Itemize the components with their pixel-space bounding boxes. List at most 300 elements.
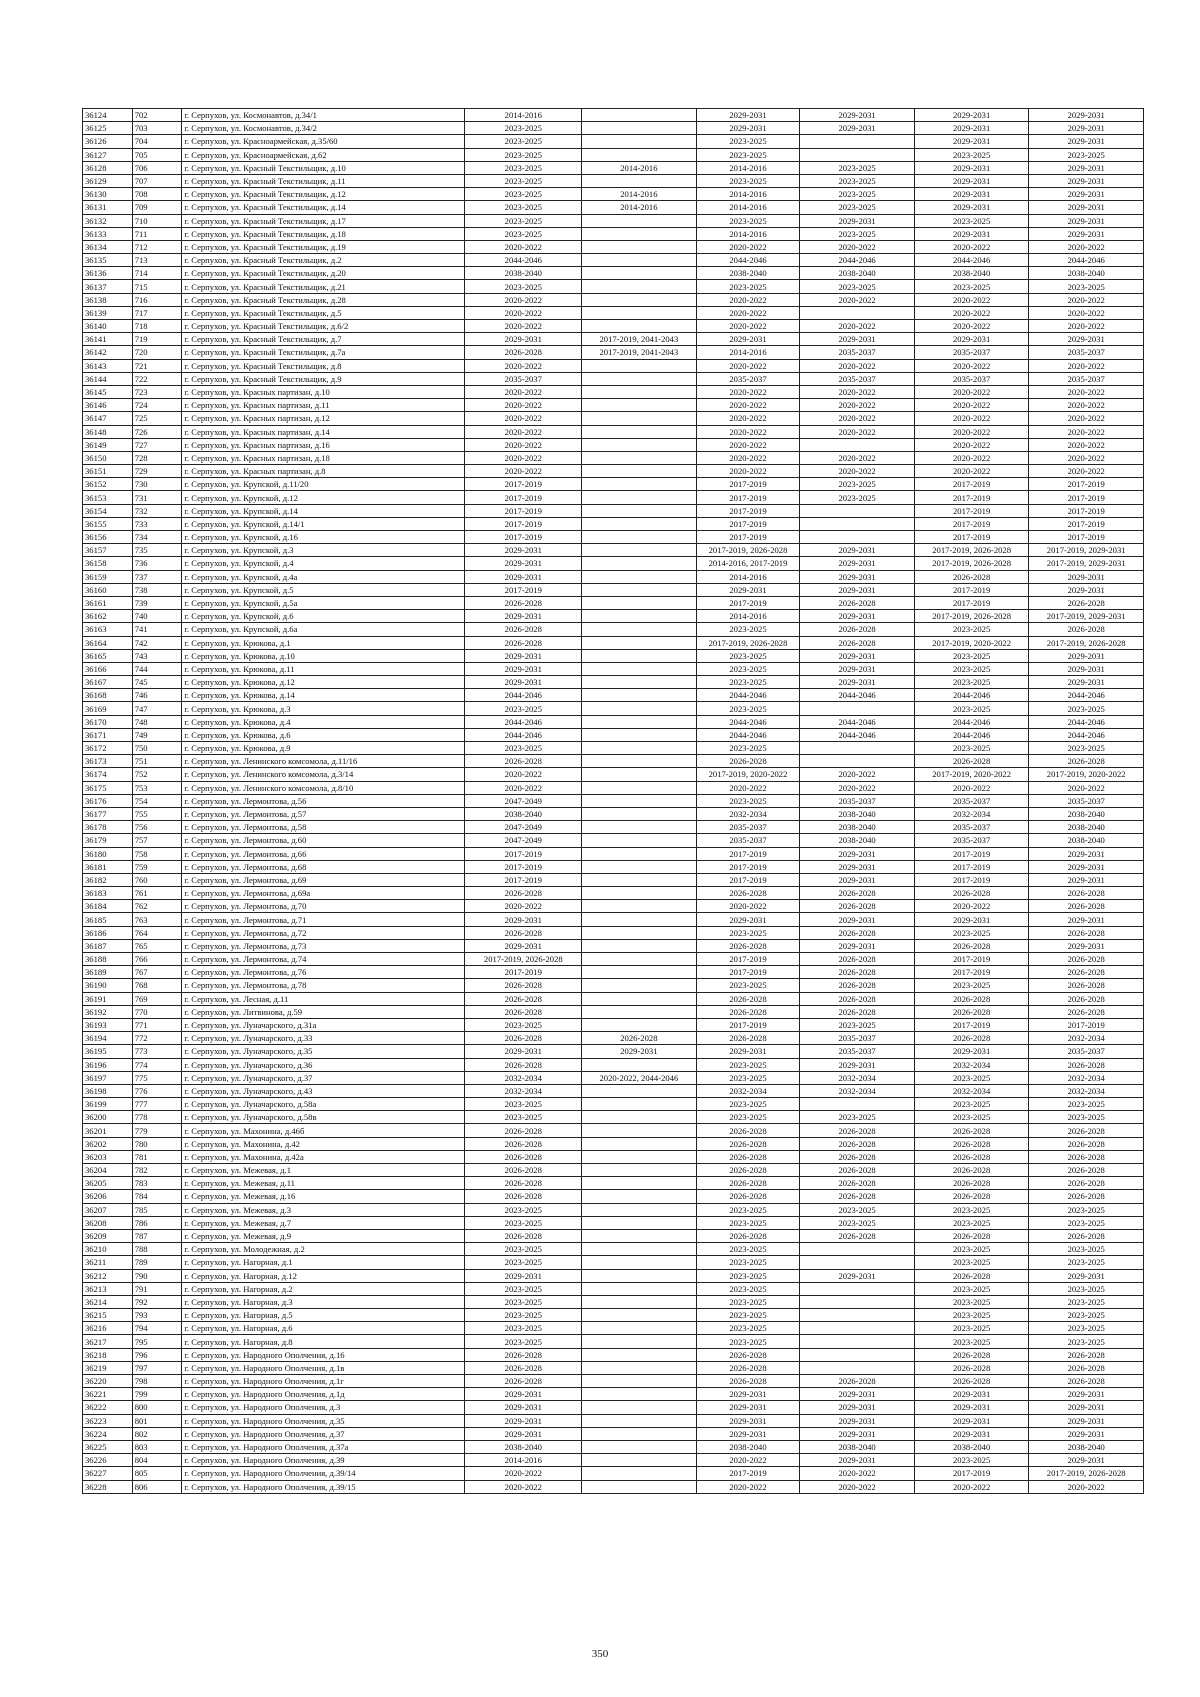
- period-5-cell: 2026-2028: [914, 992, 1029, 1005]
- table-row: [83, 662, 1144, 675]
- period-4-cell: 2029-2031: [800, 939, 915, 952]
- period-5-cell: 2020-2022: [914, 399, 1029, 412]
- table-row: [83, 478, 1144, 491]
- row-code-cell: 36160: [83, 583, 133, 596]
- address-cell: г. Серпухов, ул. Красный Текстильщик, д.11: [182, 174, 465, 187]
- period-6-cell: 2026-2028: [1029, 1375, 1144, 1388]
- period-6-cell: 2038-2040: [1029, 807, 1144, 820]
- period-3-cell: 2020-2022: [696, 359, 800, 372]
- period-1-cell: 2029-2031: [465, 610, 582, 623]
- row-number-cell: 769: [132, 992, 182, 1005]
- period-6-cell: 2020-2022: [1029, 425, 1144, 438]
- table-row: [83, 742, 1144, 755]
- period-6-cell: 2029-2031: [1029, 1401, 1144, 1414]
- period-2-cell: [582, 531, 697, 544]
- period-1-cell: 2023-2025: [465, 214, 582, 227]
- row-number-cell: 780: [132, 1137, 182, 1150]
- table-row: [83, 821, 1144, 834]
- period-3-cell: 2017-2019: [696, 531, 800, 544]
- row-number-cell: 799: [132, 1388, 182, 1401]
- period-6-cell: 2026-2028: [1029, 1361, 1144, 1374]
- row-code-cell: 36175: [83, 781, 133, 794]
- period-6-cell: 2020-2022: [1029, 438, 1144, 451]
- period-4-cell: [800, 702, 915, 715]
- period-3-cell: 2023-2025: [696, 926, 800, 939]
- period-4-cell: 2026-2028: [800, 926, 915, 939]
- address-cell: г. Серпухов, ул. Ленинского комсомола, д.3/14: [182, 768, 465, 781]
- period-4-cell: 2020-2022: [800, 768, 915, 781]
- row-code-cell: 36179: [83, 834, 133, 847]
- period-6-cell: 2017-2019, 2020-2022: [1029, 768, 1144, 781]
- period-1-cell: 2017-2019: [465, 531, 582, 544]
- table-row: [83, 1256, 1144, 1269]
- row-code-cell: 36131: [83, 201, 133, 214]
- row-code-cell: 36164: [83, 636, 133, 649]
- period-3-cell: 2029-2031: [696, 913, 800, 926]
- period-1-cell: 2020-2022: [465, 1467, 582, 1480]
- row-code-cell: 36186: [83, 926, 133, 939]
- period-2-cell: [582, 728, 697, 741]
- period-6-cell: 2044-2046: [1029, 689, 1144, 702]
- period-6-cell: 2029-2031: [1029, 122, 1144, 135]
- period-4-cell: 2020-2022: [800, 1480, 915, 1493]
- period-3-cell: 2026-2028: [696, 887, 800, 900]
- period-5-cell: 2017-2019: [914, 504, 1029, 517]
- period-4-cell: 2020-2022: [800, 425, 915, 438]
- period-2-cell: [582, 227, 697, 240]
- period-2-cell: [582, 755, 697, 768]
- period-2-cell: [582, 517, 697, 530]
- row-code-cell: 36209: [83, 1229, 133, 1242]
- address-cell: г. Серпухов, ул. Луначарского, д.35: [182, 1045, 465, 1058]
- period-3-cell: 2029-2031: [696, 109, 800, 122]
- period-1-cell: 2029-2031: [465, 1269, 582, 1282]
- period-2-cell: [582, 1427, 697, 1440]
- period-5-cell: 2017-2019: [914, 966, 1029, 979]
- period-1-cell: 2026-2028: [465, 636, 582, 649]
- period-4-cell: 2023-2025: [800, 478, 915, 491]
- period-6-cell: 2026-2028: [1029, 1150, 1144, 1163]
- period-3-cell: 2035-2037: [696, 821, 800, 834]
- period-4-cell: 2026-2028: [800, 1137, 915, 1150]
- period-2-cell: [582, 122, 697, 135]
- table-row: [83, 148, 1144, 161]
- row-number-cell: 804: [132, 1454, 182, 1467]
- period-3-cell: 2020-2022: [696, 240, 800, 253]
- period-1-cell: 2017-2019: [465, 966, 582, 979]
- period-4-cell: 2035-2037: [800, 1032, 915, 1045]
- period-4-cell: [800, 531, 915, 544]
- table-row: [83, 425, 1144, 438]
- period-4-cell: 2020-2022: [800, 385, 915, 398]
- period-5-cell: 2026-2028: [914, 1032, 1029, 1045]
- table-row: [83, 1032, 1144, 1045]
- row-number-cell: 738: [132, 583, 182, 596]
- row-number-cell: 803: [132, 1440, 182, 1453]
- table-row: [83, 847, 1144, 860]
- period-3-cell: 2014-2016: [696, 188, 800, 201]
- period-1-cell: 2026-2028: [465, 1005, 582, 1018]
- period-3-cell: 2026-2028: [696, 1348, 800, 1361]
- period-1-cell: 2017-2019: [465, 491, 582, 504]
- row-number-cell: 784: [132, 1190, 182, 1203]
- period-1-cell: 2017-2019: [465, 517, 582, 530]
- address-cell: г. Серпухов, ул. Крюкова, д.6: [182, 728, 465, 741]
- row-code-cell: 36156: [83, 531, 133, 544]
- period-6-cell: 2023-2025: [1029, 1282, 1144, 1295]
- period-3-cell: 2020-2022: [696, 1480, 800, 1493]
- period-6-cell: 2020-2022: [1029, 320, 1144, 333]
- row-number-cell: 745: [132, 676, 182, 689]
- address-cell: г. Серпухов, ул. Красный Текстильщик, д.5: [182, 306, 465, 319]
- period-6-cell: 2029-2031: [1029, 662, 1144, 675]
- period-1-cell: 2023-2025: [465, 1309, 582, 1322]
- row-number-cell: 787: [132, 1229, 182, 1242]
- address-cell: г. Серпухов, ул. Межевая, д.1: [182, 1164, 465, 1177]
- row-code-cell: 36219: [83, 1361, 133, 1374]
- period-2-cell: [582, 966, 697, 979]
- period-2-cell: [582, 109, 697, 122]
- period-1-cell: 2032-2034: [465, 1084, 582, 1097]
- period-4-cell: 2038-2040: [800, 821, 915, 834]
- period-4-cell: 2026-2028: [800, 953, 915, 966]
- period-3-cell: 2026-2028: [696, 1375, 800, 1388]
- address-cell: г. Серпухов, ул. Межевая, д.7: [182, 1216, 465, 1229]
- table-row: [83, 412, 1144, 425]
- table-row: [83, 596, 1144, 609]
- address-cell: г. Серпухов, ул. Нагорная, д.8: [182, 1335, 465, 1348]
- period-1-cell: 2026-2028: [465, 926, 582, 939]
- row-number-cell: 718: [132, 320, 182, 333]
- period-6-cell: 2035-2037: [1029, 346, 1144, 359]
- address-cell: г. Серпухов, ул. Нагорная, д.2: [182, 1282, 465, 1295]
- period-2-cell: [582, 1084, 697, 1097]
- period-2-cell: [582, 465, 697, 478]
- address-cell: г. Серпухов, ул. Красноармейская, д.62: [182, 148, 465, 161]
- row-code-cell: 36169: [83, 702, 133, 715]
- period-6-cell: 2026-2028: [1029, 979, 1144, 992]
- period-4-cell: 2023-2025: [800, 1216, 915, 1229]
- period-1-cell: 2044-2046: [465, 728, 582, 741]
- period-2-cell: [582, 742, 697, 755]
- period-4-cell: 2023-2025: [800, 161, 915, 174]
- period-4-cell: 2029-2031: [800, 913, 915, 926]
- period-2-cell: [582, 478, 697, 491]
- address-cell: г. Серпухов, ул. Красный Текстильщик, д.21: [182, 280, 465, 293]
- period-5-cell: 2017-2019: [914, 1467, 1029, 1480]
- period-5-cell: 2023-2025: [914, 1335, 1029, 1348]
- address-cell: г. Серпухов, ул. Красный Текстильщик, д.28: [182, 293, 465, 306]
- row-number-cell: 779: [132, 1124, 182, 1137]
- period-5-cell: 2017-2019: [914, 583, 1029, 596]
- period-6-cell: 2023-2025: [1029, 1309, 1144, 1322]
- period-1-cell: 2026-2028: [465, 1229, 582, 1242]
- row-code-cell: 36216: [83, 1322, 133, 1335]
- period-1-cell: 2020-2022: [465, 385, 582, 398]
- row-number-cell: 749: [132, 728, 182, 741]
- row-number-cell: 740: [132, 610, 182, 623]
- row-number-cell: 754: [132, 794, 182, 807]
- table-row: [83, 359, 1144, 372]
- period-3-cell: 2020-2022: [696, 385, 800, 398]
- period-1-cell: 2026-2028: [465, 1058, 582, 1071]
- period-4-cell: 2029-2031: [800, 610, 915, 623]
- row-number-cell: 805: [132, 1467, 182, 1480]
- period-4-cell: 2029-2031: [800, 583, 915, 596]
- period-6-cell: 2026-2028: [1029, 926, 1144, 939]
- period-1-cell: 2017-2019: [465, 504, 582, 517]
- row-number-cell: 777: [132, 1098, 182, 1111]
- period-4-cell: 2026-2028: [800, 1177, 915, 1190]
- period-3-cell: 2017-2019, 2020-2022: [696, 768, 800, 781]
- address-cell: г. Серпухов, ул. Красный Текстильщик, д.2: [182, 254, 465, 267]
- row-code-cell: 36137: [83, 280, 133, 293]
- row-number-cell: 750: [132, 742, 182, 755]
- table-row: [83, 1045, 1144, 1058]
- period-3-cell: 2026-2028: [696, 1137, 800, 1150]
- period-5-cell: 2026-2028: [914, 1005, 1029, 1018]
- period-3-cell: 2020-2022: [696, 438, 800, 451]
- period-2-cell: [582, 1414, 697, 1427]
- address-cell: г. Серпухов, ул. Лермонтова, д.69: [182, 873, 465, 886]
- period-6-cell: 2026-2028: [1029, 1137, 1144, 1150]
- period-5-cell: 2020-2022: [914, 1480, 1029, 1493]
- row-code-cell: 36174: [83, 768, 133, 781]
- row-code-cell: 36168: [83, 689, 133, 702]
- table-row: [83, 583, 1144, 596]
- period-6-cell: 2023-2025: [1029, 1322, 1144, 1335]
- table-row: [83, 1098, 1144, 1111]
- row-code-cell: 36211: [83, 1256, 133, 1269]
- period-5-cell: 2023-2025: [914, 742, 1029, 755]
- period-6-cell: 2017-2019: [1029, 491, 1144, 504]
- period-6-cell: 2023-2025: [1029, 148, 1144, 161]
- table-row: [83, 320, 1144, 333]
- table-row: [83, 1322, 1144, 1335]
- period-6-cell: 2026-2028: [1029, 1229, 1144, 1242]
- period-3-cell: 2026-2028: [696, 1229, 800, 1242]
- period-6-cell: 2029-2031: [1029, 174, 1144, 187]
- row-number-cell: 743: [132, 649, 182, 662]
- period-4-cell: 2029-2031: [800, 570, 915, 583]
- address-cell: г. Серпухов, ул. Лермонтова, д.76: [182, 966, 465, 979]
- table-row: [83, 636, 1144, 649]
- period-6-cell: 2020-2022: [1029, 293, 1144, 306]
- row-code-cell: 36124: [83, 109, 133, 122]
- period-6-cell: 2026-2028: [1029, 887, 1144, 900]
- period-3-cell: 2017-2019: [696, 953, 800, 966]
- period-2-cell: [582, 1322, 697, 1335]
- address-cell: г. Серпухов, ул. Красных партизан, д.11: [182, 399, 465, 412]
- period-5-cell: 2017-2019: [914, 860, 1029, 873]
- address-cell: г. Серпухов, ул. Луначарского, д.33: [182, 1032, 465, 1045]
- table-row: [83, 1282, 1144, 1295]
- period-5-cell: 2029-2031: [914, 135, 1029, 148]
- address-cell: г. Серпухов, ул. Махонина, д.42: [182, 1137, 465, 1150]
- address-cell: г. Серпухов, ул. Крюкова, д.14: [182, 689, 465, 702]
- row-number-cell: 800: [132, 1401, 182, 1414]
- period-5-cell: 2023-2025: [914, 1295, 1029, 1308]
- row-code-cell: 36184: [83, 900, 133, 913]
- address-cell: г. Серпухов, ул. Крупской, д.12: [182, 491, 465, 504]
- table-row: [83, 781, 1144, 794]
- period-3-cell: 2029-2031: [696, 333, 800, 346]
- period-5-cell: 2017-2019: [914, 491, 1029, 504]
- table-row: [83, 517, 1144, 530]
- table-row: [83, 807, 1144, 820]
- period-4-cell: 2020-2022: [800, 781, 915, 794]
- row-code-cell: 36158: [83, 557, 133, 570]
- table-row: [83, 531, 1144, 544]
- period-4-cell: 2020-2022: [800, 240, 915, 253]
- period-6-cell: 2020-2022: [1029, 240, 1144, 253]
- row-code-cell: 36167: [83, 676, 133, 689]
- period-5-cell: 2029-2031: [914, 109, 1029, 122]
- period-3-cell: 2038-2040: [696, 267, 800, 280]
- period-2-cell: [582, 1335, 697, 1348]
- period-1-cell: 2026-2028: [465, 596, 582, 609]
- period-5-cell: 2032-2034: [914, 807, 1029, 820]
- table-row: [83, 254, 1144, 267]
- period-1-cell: 2029-2031: [465, 939, 582, 952]
- address-cell: г. Серпухов, ул. Крупской, д.5а: [182, 596, 465, 609]
- period-3-cell: 2023-2025: [696, 1216, 800, 1229]
- period-2-cell: [582, 939, 697, 952]
- row-code-cell: 36223: [83, 1414, 133, 1427]
- period-3-cell: 2023-2025: [696, 1335, 800, 1348]
- row-number-cell: 761: [132, 887, 182, 900]
- period-2-cell: [582, 1282, 697, 1295]
- period-6-cell: 2026-2028: [1029, 623, 1144, 636]
- row-number-cell: 785: [132, 1203, 182, 1216]
- row-number-cell: 724: [132, 399, 182, 412]
- period-5-cell: 2020-2022: [914, 781, 1029, 794]
- period-1-cell: 2047-2049: [465, 794, 582, 807]
- row-number-cell: 789: [132, 1256, 182, 1269]
- period-3-cell: 2023-2025: [696, 742, 800, 755]
- period-3-cell: 2020-2022: [696, 465, 800, 478]
- row-code-cell: 36165: [83, 649, 133, 662]
- period-5-cell: 2017-2019, 2026-2028: [914, 544, 1029, 557]
- period-3-cell: 2017-2019: [696, 491, 800, 504]
- period-4-cell: 2044-2046: [800, 254, 915, 267]
- table-row: [83, 161, 1144, 174]
- row-number-cell: 731: [132, 491, 182, 504]
- period-5-cell: 2020-2022: [914, 900, 1029, 913]
- period-3-cell: 2023-2025: [696, 174, 800, 187]
- address-cell: г. Серпухов, ул. Народного Ополчения, д.39/14: [182, 1467, 465, 1480]
- period-3-cell: 2026-2028: [696, 939, 800, 952]
- period-4-cell: 2029-2031: [800, 1269, 915, 1282]
- table-row: [83, 1414, 1144, 1427]
- period-1-cell: 2029-2031: [465, 1045, 582, 1058]
- period-5-cell: 2017-2019: [914, 478, 1029, 491]
- table-row: [83, 1229, 1144, 1242]
- period-3-cell: 2026-2028: [696, 1177, 800, 1190]
- period-6-cell: 2038-2040: [1029, 1440, 1144, 1453]
- period-2-cell: [582, 1098, 697, 1111]
- row-code-cell: 36136: [83, 267, 133, 280]
- row-code-cell: 36206: [83, 1190, 133, 1203]
- period-2-cell: [582, 1229, 697, 1242]
- period-4-cell: 2026-2028: [800, 596, 915, 609]
- period-1-cell: 2044-2046: [465, 689, 582, 702]
- period-4-cell: 2023-2025: [800, 280, 915, 293]
- row-code-cell: 36190: [83, 979, 133, 992]
- period-6-cell: 2029-2031: [1029, 913, 1144, 926]
- period-4-cell: [800, 148, 915, 161]
- period-3-cell: 2017-2019: [696, 873, 800, 886]
- period-1-cell: 2023-2025: [465, 174, 582, 187]
- period-3-cell: 2017-2019, 2026-2028: [696, 636, 800, 649]
- row-code-cell: 36205: [83, 1177, 133, 1190]
- period-1-cell: 2038-2040: [465, 807, 582, 820]
- period-6-cell: 2026-2028: [1029, 1005, 1144, 1018]
- period-1-cell: 2017-2019, 2026-2028: [465, 953, 582, 966]
- address-cell: г. Серпухов, ул. Народного Ополчения, д.39/15: [182, 1480, 465, 1493]
- row-code-cell: 36178: [83, 821, 133, 834]
- period-6-cell: 2029-2031: [1029, 1454, 1144, 1467]
- period-6-cell: 2029-2031: [1029, 939, 1144, 952]
- row-code-cell: 36140: [83, 320, 133, 333]
- period-5-cell: 2029-2031: [914, 161, 1029, 174]
- table-row: [83, 913, 1144, 926]
- table-body: [83, 109, 1144, 1494]
- row-number-cell: 706: [132, 161, 182, 174]
- period-6-cell: 2026-2028: [1029, 992, 1144, 1005]
- period-2-cell: [582, 834, 697, 847]
- period-5-cell: 2029-2031: [914, 188, 1029, 201]
- period-6-cell: 2029-2031: [1029, 1414, 1144, 1427]
- period-5-cell: 2029-2031: [914, 1045, 1029, 1058]
- row-number-cell: 728: [132, 451, 182, 464]
- row-code-cell: 36170: [83, 715, 133, 728]
- row-code-cell: 36155: [83, 517, 133, 530]
- row-number-cell: 767: [132, 966, 182, 979]
- period-3-cell: 2035-2037: [696, 372, 800, 385]
- row-number-cell: 774: [132, 1058, 182, 1071]
- address-cell: г. Серпухов, ул. Молодежная, д.2: [182, 1243, 465, 1256]
- period-5-cell: 2026-2028: [914, 1375, 1029, 1388]
- period-6-cell: 2023-2025: [1029, 1243, 1144, 1256]
- period-2-cell: 2017-2019, 2041-2043: [582, 333, 697, 346]
- period-5-cell: 2038-2040: [914, 267, 1029, 280]
- page-number: 350: [591, 1648, 609, 1660]
- address-cell: г. Серпухов, ул. Нагорная, д.3: [182, 1295, 465, 1308]
- period-4-cell: 2026-2028: [800, 1005, 915, 1018]
- table-row: [83, 1203, 1144, 1216]
- period-3-cell: 2023-2025: [696, 1111, 800, 1124]
- period-4-cell: 2023-2025: [800, 227, 915, 240]
- period-3-cell: 2017-2019: [696, 1467, 800, 1480]
- table-row: [83, 1071, 1144, 1084]
- period-4-cell: [800, 1348, 915, 1361]
- period-4-cell: 2020-2022: [800, 320, 915, 333]
- period-5-cell: 2035-2037: [914, 346, 1029, 359]
- period-4-cell: [800, 1335, 915, 1348]
- row-number-cell: 764: [132, 926, 182, 939]
- period-3-cell: 2026-2028: [696, 755, 800, 768]
- period-5-cell: 2044-2046: [914, 728, 1029, 741]
- period-2-cell: [582, 1467, 697, 1480]
- table-row: [83, 372, 1144, 385]
- period-2-cell: [582, 1388, 697, 1401]
- period-5-cell: 2029-2031: [914, 1427, 1029, 1440]
- period-2-cell: [582, 953, 697, 966]
- period-6-cell: 2026-2028: [1029, 1190, 1144, 1203]
- period-2-cell: [582, 359, 697, 372]
- row-code-cell: 36192: [83, 1005, 133, 1018]
